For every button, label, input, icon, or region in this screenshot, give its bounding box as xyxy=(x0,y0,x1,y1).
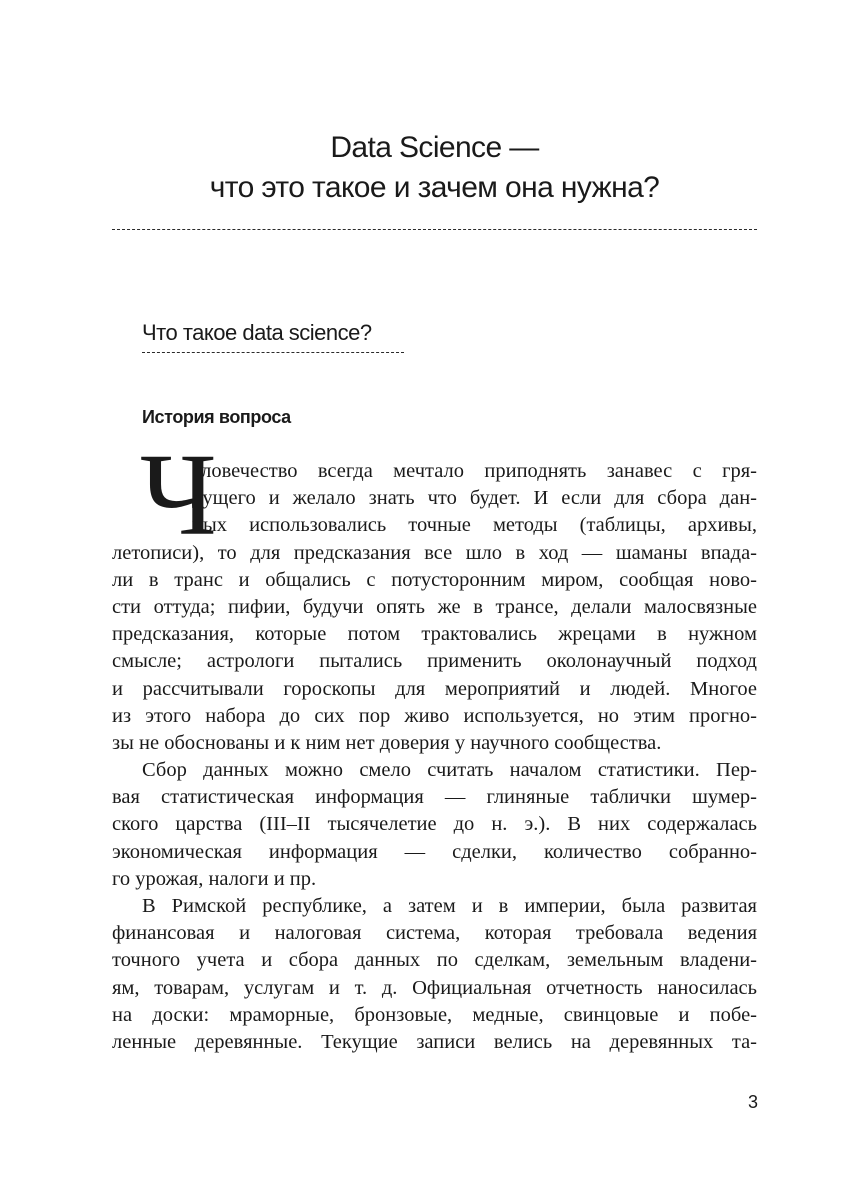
paragraph-1-line: сти оттуда; пифии, будучи опять же в трансе, делали малосвязные xyxy=(112,595,757,618)
chapter-title-divider xyxy=(112,229,757,230)
chapter-title-line-1: Data Science — xyxy=(330,131,539,164)
paragraph-1-line: предсказания, которые потом трактовались жрецами в нужном xyxy=(112,623,757,646)
subsection-title: История вопроса xyxy=(142,407,291,427)
section-title-divider xyxy=(142,352,404,353)
paragraph-1-line: смысле; астрологи пытались применить околонаучный подход xyxy=(112,650,757,673)
drop-cap-letter: Ч xyxy=(140,429,217,560)
paragraph-1-line: ли в транс и общались с потусторонним миром, сообщая ново- xyxy=(112,568,757,591)
paragraph-2-line: вая статистическая информация — глиняные таблички шумер- xyxy=(112,786,757,809)
paragraph-1-line: ных использовались точные методы (таблицы, архивы, xyxy=(192,514,757,537)
paragraph-3-line: на доски: мраморные, бронзовые, медные, свинцовые и побе- xyxy=(112,1003,757,1026)
paragraph-1-line: и рассчитывали гороскопы для мероприятий и людей. Многое xyxy=(112,677,757,700)
chapter-title-line-2: что это такое и зачем она нужна? xyxy=(209,171,660,204)
paragraph-2-line: ского царства (III–II тысячелетие до н. э.). В них содержалась xyxy=(112,813,757,836)
paragraph-1-line: дущего и желало знать что будет. И если для сбора дан- xyxy=(192,487,757,510)
paragraph-1-line: летописи), то для предсказания все шло в ход — шаманы впада- xyxy=(112,541,757,564)
paragraph-1-line: еловечество всегда мечтало приподнять занавес с гря- xyxy=(192,460,757,482)
paragraph-3-line: ям, товарам, услугам и т. д. Официальная отчетность наносилась xyxy=(112,976,757,999)
paragraph-1-line: из этого набора до сих пор живо используется, но этим прогно- xyxy=(112,704,757,727)
paragraph-2-line: го урожая, налоги и пр. xyxy=(112,867,317,890)
paragraph-3-line: точного учета и сбора данных по сделкам, земельным владени- xyxy=(112,949,757,972)
paragraph-2-line: Сбор данных можно смело считать началом статистики. Пер- xyxy=(142,759,757,782)
paragraph-3-line: В Римской республике, а затем и в империи, была развитая xyxy=(142,895,757,917)
section-title: Что такое data science? xyxy=(142,320,372,345)
paragraph-2-line: экономическая информация — сделки, количество собранно- xyxy=(112,840,757,863)
paragraph-3-line: ленные деревянные. Текущие записи велись на деревянных та- xyxy=(112,1030,757,1053)
paragraph-3-line: финансовая и налоговая система, которая требовала ведения xyxy=(112,922,757,945)
chapter-title xyxy=(112,128,757,208)
page-number: 3 xyxy=(747,1092,758,1112)
paragraph-1-line: зы не обоснованы и к ним нет доверия у научного сообщества. xyxy=(112,731,662,754)
body-text xyxy=(112,458,757,1056)
